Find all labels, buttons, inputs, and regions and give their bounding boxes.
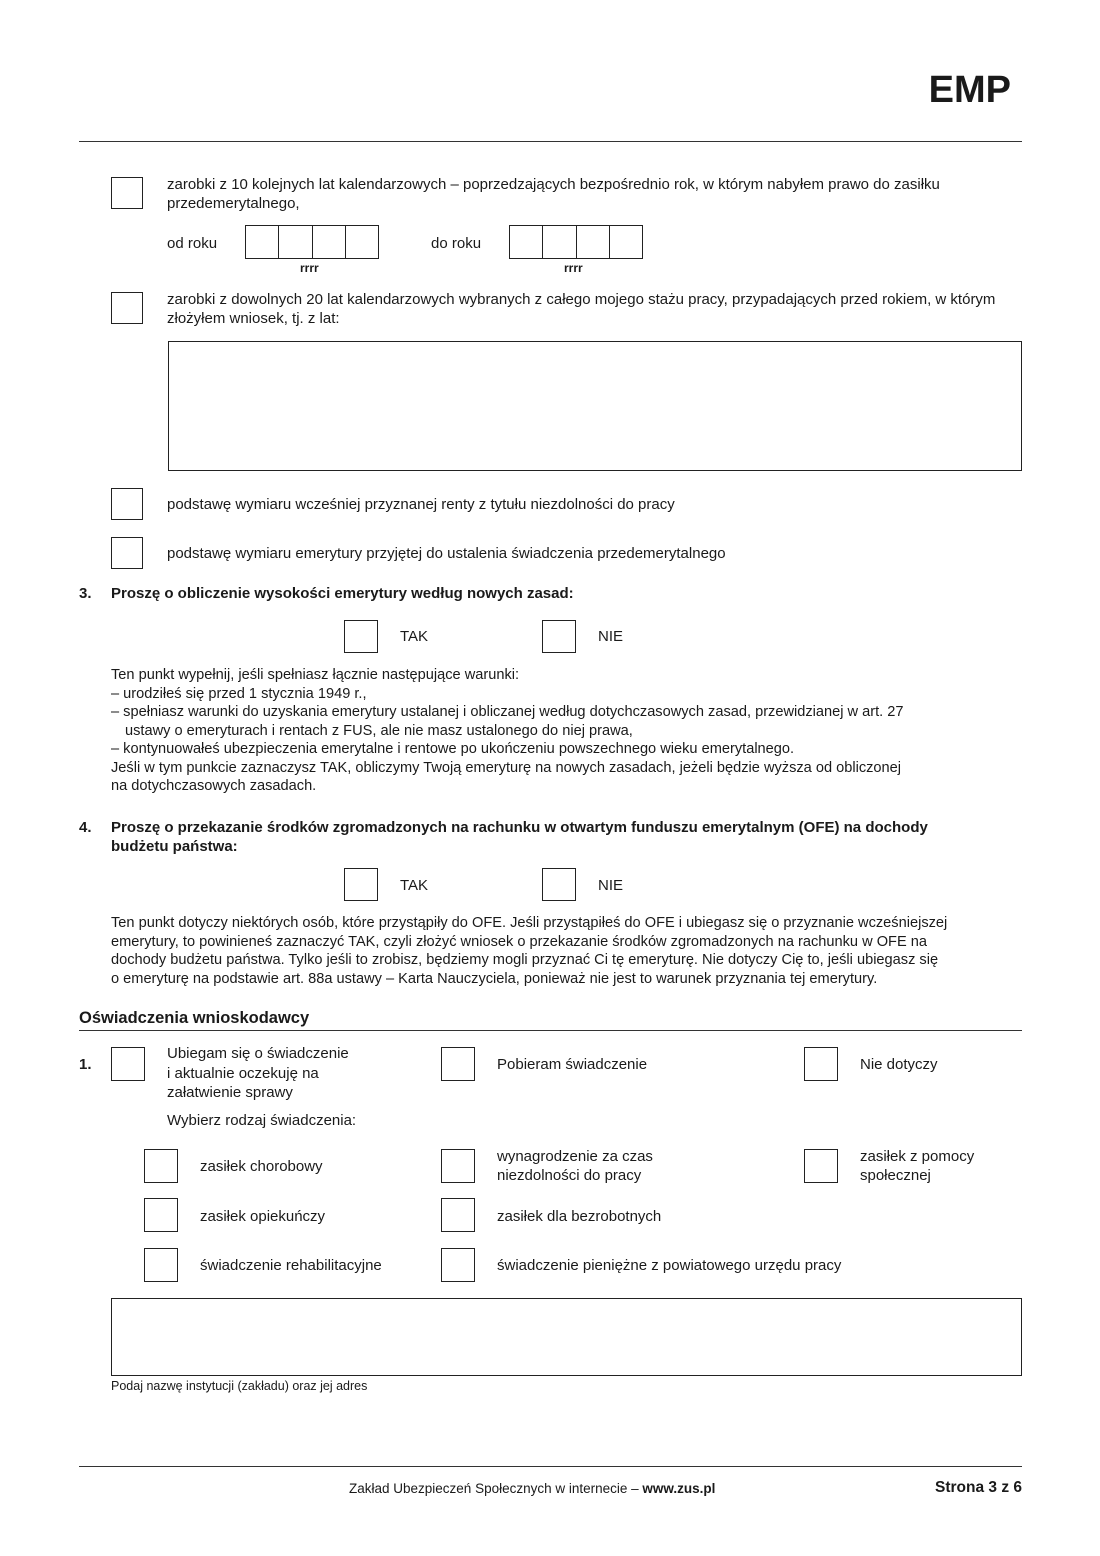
header-divider <box>79 141 1022 142</box>
social-assistance-checkbox[interactable] <box>804 1149 838 1183</box>
info-line: – urodziłeś się przed 1 stycznia 1949 r., <box>111 685 367 702</box>
section4-no-checkbox[interactable] <box>542 868 576 901</box>
info-line: ustawy o emeryturach i rentach z FUS, ale nie masz ustalonego do niej prawa, <box>125 722 633 739</box>
sickness-checkbox[interactable] <box>144 1149 178 1183</box>
section4-info <box>111 914 1023 988</box>
to-year-label: do roku <box>431 235 482 252</box>
applying-line: załatwienie sprawy <box>167 1084 293 1101</box>
section3-number: 3. <box>79 585 92 602</box>
care-label: zasiłek opiekuńczy <box>200 1208 326 1225</box>
to-year-format: rrrr <box>564 261 583 275</box>
institution-field[interactable] <box>111 1298 1022 1376</box>
section4-number: 4. <box>79 819 92 836</box>
care-checkbox[interactable] <box>144 1198 178 1232</box>
option-10-years-text: zarobki z 10 kolejnych lat kalendarzowych – poprzedzających bezpośrednio rok, w którym nabyłem prawo do zasiłku przedemerytalnego, <box>167 176 940 212</box>
receiving-checkbox[interactable] <box>441 1047 475 1081</box>
declarations-divider <box>79 1030 1022 1031</box>
years-list-field[interactable] <box>168 341 1022 471</box>
checkbox-10-years[interactable] <box>111 177 143 209</box>
sickness-label: zasiłek chorobowy <box>200 1158 323 1175</box>
declarations-heading: Oświadczenia wnioskodawcy <box>79 1009 310 1027</box>
form-code: EMP <box>928 69 1011 111</box>
footer-site <box>349 1480 715 1497</box>
to-year-input[interactable] <box>509 225 643 259</box>
section4-question <box>111 818 1023 856</box>
rehabilitation-checkbox[interactable] <box>144 1248 178 1282</box>
checkbox-20-years[interactable] <box>111 292 143 324</box>
info-line: Ten punkt wypełnij, jeśli spełniasz łącznie następujące warunki: <box>111 667 520 683</box>
checkbox-pre-retirement-basis[interactable] <box>111 537 143 569</box>
footer-site-text: Zakład Ubezpieczeń Społecznych w internecie – <box>349 1481 643 1496</box>
info-line: o emeryturę na podstawie art. 88a ustawy – Karta Nauczyciela, ponieważ nie jest to warunek przyznania tej emerytury. <box>111 970 878 987</box>
section3-no-label: NIE <box>598 628 624 645</box>
applying-text <box>167 1044 349 1103</box>
incapacity-line: wynagrodzenie za czas <box>497 1148 653 1165</box>
footer-divider <box>79 1466 1022 1467</box>
option-20-years-text: zarobki z dowolnych 20 lat kalendarzowych wybranych z całego mojego stażu pracy, przypadających przed rokiem, w którym złożyłem wniosek, tj. z lat: <box>167 291 996 327</box>
from-year-format: rrrr <box>300 261 319 275</box>
section4-yes-label: TAK <box>400 877 429 894</box>
declaration-number: 1. <box>79 1056 92 1073</box>
social-assistance-label <box>860 1147 974 1185</box>
section3-no-checkbox[interactable] <box>542 620 576 653</box>
incapacity-pay-label <box>497 1147 653 1185</box>
social-line: zasiłek z pomocy <box>860 1148 975 1165</box>
rehabilitation-label: świadczenie rehabilitacyjne <box>200 1257 382 1274</box>
labour-office-label: świadczenie pieniężne z powiatowego urzędu pracy <box>497 1257 842 1274</box>
option-disability-basis-text: podstawę wymiaru wcześniej przyznanej renty z tytułu niezdolności do pracy <box>167 496 675 513</box>
incapacity-line: niezdolności do pracy <box>497 1167 642 1184</box>
option-pre-retirement-basis-text: podstawę wymiaru emerytury przyjętej do ustalenia świadczenia przedemerytalnego <box>167 545 726 562</box>
question-line: budżetu państwa: <box>111 838 238 855</box>
section3-info <box>111 666 1023 796</box>
info-line: emerytury, to powinieneś zaznaczyć TAK, czyli złożyć wniosek o przekazanie środków zgromadzonych na rachunku w OFE na <box>111 933 927 950</box>
section3-question: Proszę o obliczenie wysokości emerytury według nowych zasad: <box>111 585 574 602</box>
incapacity-pay-checkbox[interactable] <box>441 1149 475 1183</box>
section3-yes-checkbox[interactable] <box>344 620 378 653</box>
receiving-label: Pobieram świadczenie <box>497 1056 648 1073</box>
labour-office-checkbox[interactable] <box>441 1248 475 1282</box>
institution-hint: Podaj nazwę instytucji (zakładu) oraz jej adres <box>111 1379 368 1393</box>
not-applicable-label: Nie dotyczy <box>860 1056 938 1073</box>
info-line: Jeśli w tym punkcie zaznaczysz TAK, obliczymy Twoją emeryturę na nowych zasadach, jeżeli będzie wyższa od obliczonej <box>111 759 902 776</box>
section4-yes-checkbox[interactable] <box>344 868 378 901</box>
page-number: Strona 3 z 6 <box>935 1479 1022 1496</box>
applying-checkbox[interactable] <box>111 1047 145 1081</box>
info-line: dochody budżetu państwa. Tylko jeśli to zrobisz, będziemy mogli przyznać Ci tę emeryturę. Nie dotyczy Cię to, jeśli ubiegasz się <box>111 952 939 968</box>
social-line: społecznej <box>860 1167 931 1184</box>
footer-site-link[interactable]: www.zus.pl <box>642 1481 716 1496</box>
from-year-input[interactable] <box>245 225 379 259</box>
from-year-label: od roku <box>167 235 218 252</box>
applying-line: Ubiegam się o świadczenie <box>167 1045 349 1062</box>
checkbox-disability-basis[interactable] <box>111 488 143 520</box>
section4-no-label: NIE <box>598 877 624 894</box>
info-line: – kontynuowałeś ubezpieczenia emerytalne i rentowe po ukończeniu powszechnego wieku emerytalnego. <box>111 741 795 757</box>
not-applicable-checkbox[interactable] <box>804 1047 838 1081</box>
info-line: na dotychczasowych zasadach. <box>111 778 317 794</box>
unemployment-checkbox[interactable] <box>441 1198 475 1232</box>
question-line: Proszę o przekazanie środków zgromadzonych na rachunku w otwartym funduszu emerytalnym (OFE) na dochody <box>111 819 928 836</box>
applying-line: i aktualnie oczekuję na <box>167 1064 319 1082</box>
info-line: Ten punkt dotyczy niektórych osób, które przystąpiły do OFE. Jeśli przystąpiłeś do OFE i ubiegasz się o przyznanie wcześniejszej <box>111 915 948 931</box>
choose-type-label: Wybierz rodzaj świadczenia: <box>167 1112 357 1129</box>
section3-yes-label: TAK <box>400 628 429 645</box>
unemployment-label: zasiłek dla bezrobotnych <box>497 1208 662 1225</box>
info-line: – spełniasz warunki do uzyskania emerytury ustalanej i obliczanej według dotychczasowych zasad, przewidzianej w art. 27 <box>111 704 904 720</box>
